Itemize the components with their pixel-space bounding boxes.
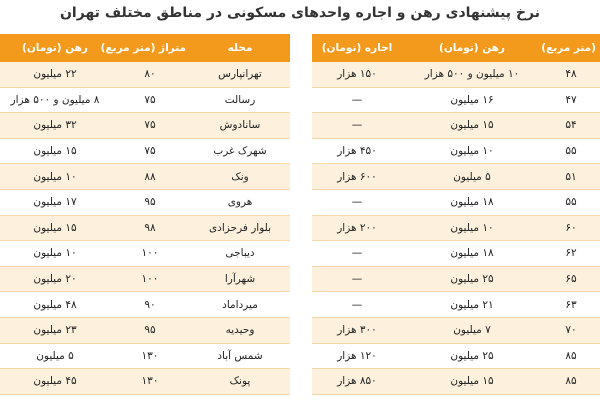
table-row [312,138,600,164]
table-row [0,215,290,241]
cell-area: ۱۳۰ [110,343,190,369]
cell-rent: — [312,241,402,267]
cell-deposit: ۱۰ میلیون و ۵۰۰ هزار [402,62,542,87]
cell-rent: — [312,87,402,113]
cell-rent: — [312,189,402,215]
table-header-row [312,34,600,62]
cell-area: ۶۰ [542,215,600,241]
cell-area: ۱۰۰ [110,266,190,292]
cell-area: ۶۲ [542,241,600,267]
cell-deposit: ۱۸ میلیون [402,189,542,215]
cell-area: ۹۵ [110,189,190,215]
cell-rent: — [312,266,402,292]
table-row [312,113,600,139]
cell-rent: ۱۲۰ هزار [312,343,402,369]
table-row [0,317,290,343]
cell-area: ۶۳ [542,292,600,318]
cell-deposit: ۱۰ میلیون [0,241,110,267]
cell-area: ۹۵ [110,317,190,343]
table-row [0,369,290,395]
cell-rent: ۱۵۰ هزار [312,62,402,87]
cell-neighborhood: دیباجی [190,241,290,267]
cell-deposit: ۱۸ میلیون [402,241,542,267]
cell-area: ۵۱ [542,164,600,190]
cell-area: ۸۸ [110,164,190,190]
header-neighborhood: محله [190,34,290,62]
table-row [312,87,600,113]
cell-deposit: ۲۵ میلیون [402,343,542,369]
cell-deposit: ۷ میلیون [402,317,542,343]
cell-deposit: ۱۶ میلیون [402,87,542,113]
cell-area: ۹۸ [110,215,190,241]
table-row [0,189,290,215]
cell-neighborhood: پونک [190,369,290,395]
cell-deposit: ۱۵ میلیون [402,113,542,139]
cell-area: ۵۵ [542,138,600,164]
table-row [0,241,290,267]
table-row [0,87,290,113]
table-row [0,343,290,369]
cell-neighborhood: رسالت [190,87,290,113]
cell-deposit: ۴۸ میلیون [0,292,110,318]
cell-neighborhood: وحیدیه [190,317,290,343]
header-area: متراژ (متر مربع) [110,34,190,62]
cell-neighborhood: هروی [190,189,290,215]
cell-rent: ۶۰۰ هزار [312,164,402,190]
cell-deposit: ۱۷ میلیون [0,189,110,215]
cell-area: ۱۰۰ [110,241,190,267]
table-row [312,266,600,292]
table-row [312,215,600,241]
cell-area: ۶۵ [542,266,600,292]
cell-area: ۴۷ [542,87,600,113]
cell-deposit: ۲۲ میلیون [0,62,110,87]
table-row [0,62,290,87]
cell-deposit: ۵ میلیون [0,343,110,369]
cell-area: ۵۴ [542,113,600,139]
cell-deposit: ۵ میلیون [402,164,542,190]
table-row [312,317,600,343]
cell-area: ۷۵ [110,87,190,113]
header-area: (متر مربع) [542,34,600,62]
table-row [0,138,290,164]
cell-area: ۱۳۰ [110,369,190,395]
header-deposit: رهن (تومان) [402,34,542,62]
table-row [312,369,600,395]
table-row [0,292,290,318]
cell-rent: — [312,113,402,139]
cell-area: ۸۰ [110,62,190,87]
cell-deposit: ۲۳ میلیون [0,317,110,343]
cell-neighborhood: شهرآرا [190,266,290,292]
table-body [0,62,290,394]
cell-area: ۷۰ [542,317,600,343]
table-row [0,266,290,292]
cell-area: ۷۵ [110,138,190,164]
cell-rent: — [312,292,402,318]
cell-deposit: ۲۵ میلیون [402,266,542,292]
cell-deposit: ۱۵ میلیون [0,138,110,164]
cell-rent: ۲۰۰ هزار [312,215,402,241]
cell-neighborhood: تهرانپارس [190,62,290,87]
cell-neighborhood: میرداماد [190,292,290,318]
cell-rent: ۴۵۰ هزار [312,138,402,164]
table-row [312,343,600,369]
cell-rent: ۸۵۰ هزار [312,369,402,395]
table-row [312,292,600,318]
table-row [312,164,600,190]
table-row [312,62,600,87]
table-row [0,164,290,190]
cell-deposit: ۱۵ میلیون [0,215,110,241]
cell-deposit: ۱۰ میلیون [402,138,542,164]
cell-area: ۴۸ [542,62,600,87]
cell-deposit: ۴۵ میلیون [0,369,110,395]
cell-deposit: ۱۵ میلیون [402,369,542,395]
cell-neighborhood: ونک [190,164,290,190]
cell-area: ۸۵ [542,343,600,369]
cell-neighborhood: شهرک غرب [190,138,290,164]
table-body [312,62,600,394]
cell-neighborhood: سانادوش [190,113,290,139]
cell-area: ۷۵ [110,113,190,139]
cell-neighborhood: شمس آباد [190,343,290,369]
page-title: نرخ پیشنهادی رهن و اجاره واحدهای مسکونی در مناطق مختلف تهران [59,5,540,21]
cell-deposit: ۲۰ میلیون [0,266,110,292]
cell-area: ۵۵ [542,189,600,215]
table-header-row [0,34,290,62]
table-row [312,241,600,267]
cell-deposit: ۱۰ میلیون [402,215,542,241]
rent-table-neighborhoods [0,34,290,395]
cell-rent: ۳۰۰ هزار [312,317,402,343]
cell-deposit: ۱۰ میلیون [0,164,110,190]
cell-neighborhood: بلوار فرحزادی [190,215,290,241]
cell-deposit: ۸ میلیون و ۵۰۰ هزار [0,87,110,113]
rent-table-prices [312,34,600,395]
cell-deposit: ۳۲ میلیون [0,113,110,139]
cell-area: ۹۰ [110,292,190,318]
cell-area: ۸۵ [542,369,600,395]
table-row [0,113,290,139]
header-deposit: رهن (تومان) [0,34,110,62]
cell-deposit: ۲۱ میلیون [402,292,542,318]
table-row [312,189,600,215]
header-rent: اجاره (تومان) [312,34,402,62]
